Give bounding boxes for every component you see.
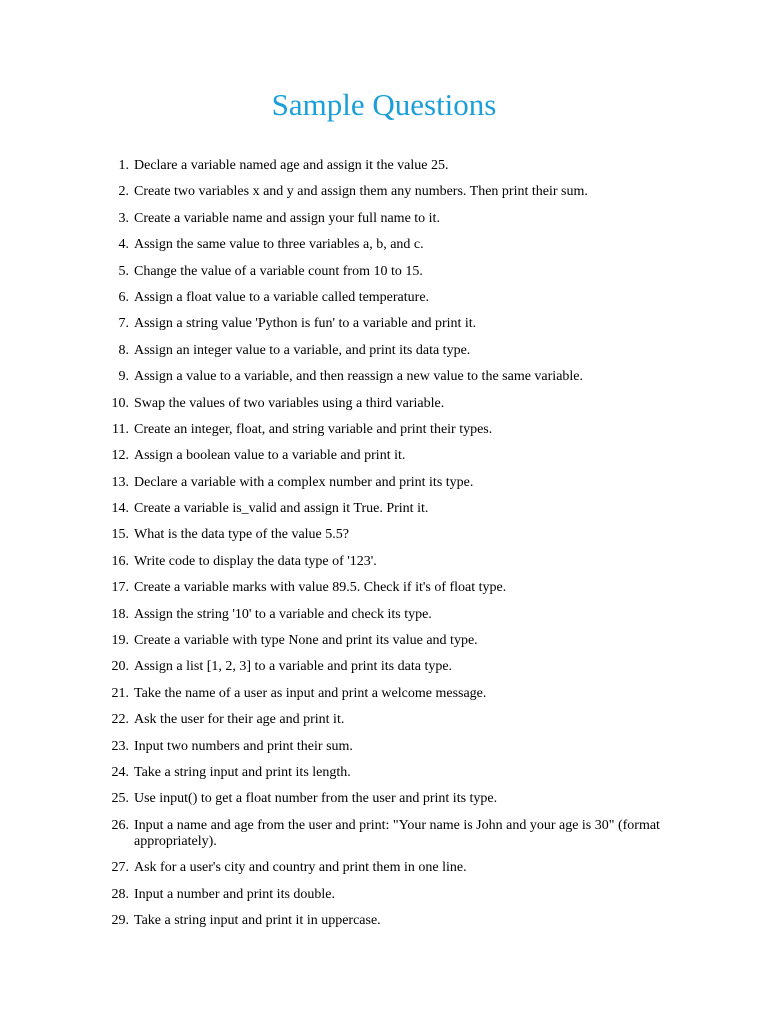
question-text: Ask the user for their age and print it. [134, 712, 345, 728]
question-text: Create an integer, float, and string variable and print their types. [134, 421, 493, 437]
question-item [100, 158, 690, 174]
question-text: Swap the values of two variables using a third variable. [134, 395, 445, 411]
question-text: Write code to display the data type of '123'. [134, 553, 377, 569]
page-title: Sample Questions [271, 87, 497, 122]
question-item [100, 343, 690, 359]
question-number: 22. [111, 712, 129, 728]
question-item [100, 686, 690, 702]
question-number: 24. [111, 764, 129, 780]
question-text: Take the name of a user as input and print a welcome message. [134, 685, 487, 701]
question-text: Ask for a user's city and country and print them in one line. [134, 860, 467, 876]
question-item [100, 860, 690, 876]
question-text: Input a number and print its double. [134, 886, 336, 902]
question-text: Create a variable with type None and print its value and type. [134, 633, 478, 649]
question-number: 26. [111, 817, 129, 833]
question-item [100, 791, 690, 807]
question-text: Declare a variable named age and assign it the value 25. [134, 158, 449, 173]
question-number: 15. [111, 527, 129, 543]
question-item [100, 818, 690, 850]
question-text: Assign a string value 'Python is fun' to a variable and print it. [134, 316, 477, 332]
question-text: Assign a float value to a variable called temperature. [134, 289, 430, 305]
question-item [100, 554, 690, 570]
question-text: Assign the same value to three variables a, b, and c. [134, 237, 424, 253]
question-number: 8. [118, 342, 129, 358]
question-item [100, 316, 690, 332]
question-number: 16. [111, 553, 129, 569]
question-number: 23. [111, 738, 129, 754]
question-text: Assign a list [1, 2, 3] to a variable and print its data type. [134, 659, 453, 675]
question-number: 13. [111, 474, 129, 490]
question-number: 1. [118, 158, 129, 173]
question-item [100, 607, 690, 623]
question-text: Input two numbers and print their sum. [134, 738, 353, 754]
question-item [100, 396, 690, 412]
question-number: 14. [111, 501, 129, 517]
question-number: 27. [111, 860, 129, 876]
question-item [100, 264, 690, 280]
question-item [100, 237, 690, 253]
question-number: 4. [118, 237, 129, 253]
question-item [100, 369, 690, 385]
question-text: Assign the string '10' to a variable and check its type. [134, 606, 432, 622]
question-item [100, 290, 690, 306]
question-number: 28. [111, 886, 129, 902]
question-item [100, 913, 690, 929]
question-text: Create a variable name and assign your full name to it. [134, 210, 440, 226]
question-number: 12. [111, 448, 129, 464]
question-number: 25. [111, 791, 129, 807]
question-number: 9. [118, 369, 129, 385]
question-text: Create a variable is_valid and assign it True. Print it. [134, 501, 429, 517]
question-item [100, 633, 690, 649]
question-number: 6. [118, 289, 129, 305]
question-number: 18. [111, 606, 129, 622]
question-item [100, 422, 690, 438]
question-item [100, 184, 690, 200]
question-item [100, 765, 690, 781]
question-number: 3. [118, 210, 129, 226]
question-item [100, 448, 690, 464]
question-item [100, 712, 690, 728]
question-text: Assign a value to a variable, and then reassign a new value to the same variable. [134, 369, 584, 385]
question-number: 19. [111, 633, 129, 649]
question-item [100, 527, 690, 543]
question-text: Input a name and age from the user and print: "Your name is John and your age is 30" (format appropriately). [134, 817, 660, 849]
question-item [100, 501, 690, 517]
question-number: 20. [111, 659, 129, 675]
question-number: 21. [111, 685, 129, 701]
question-text: Take a string input and print its length. [134, 764, 351, 780]
question-item [100, 211, 690, 227]
question-number: 17. [111, 580, 129, 596]
question-text: What is the data type of the value 5.5? [134, 527, 349, 543]
question-text: Use input() to get a float number from the user and print its type. [134, 791, 498, 807]
question-number: 5. [118, 263, 129, 279]
question-text: Assign a boolean value to a variable and print it. [134, 448, 406, 464]
question-text: Assign an integer value to a variable, and print its data type. [134, 342, 471, 358]
question-item [100, 739, 690, 755]
question-text: Create two variables x and y and assign them any numbers. Then print their sum. [134, 184, 588, 200]
question-number: 11. [112, 421, 129, 437]
question-text: Take a string input and print it in uppercase. [134, 912, 381, 928]
question-number: 7. [118, 316, 129, 332]
question-item [100, 475, 690, 491]
question-number: 2. [118, 184, 129, 200]
question-item [100, 887, 690, 903]
question-text: Create a variable marks with value 89.5. Check if it's of float type. [134, 580, 507, 596]
question-list [100, 158, 690, 939]
question-number: 29. [111, 912, 129, 928]
question-number: 10. [111, 395, 129, 411]
question-item [100, 580, 690, 596]
question-text: Change the value of a variable count from 10 to 15. [134, 263, 423, 279]
question-item [100, 659, 690, 675]
question-text: Declare a variable with a complex number and print its type. [134, 474, 474, 490]
